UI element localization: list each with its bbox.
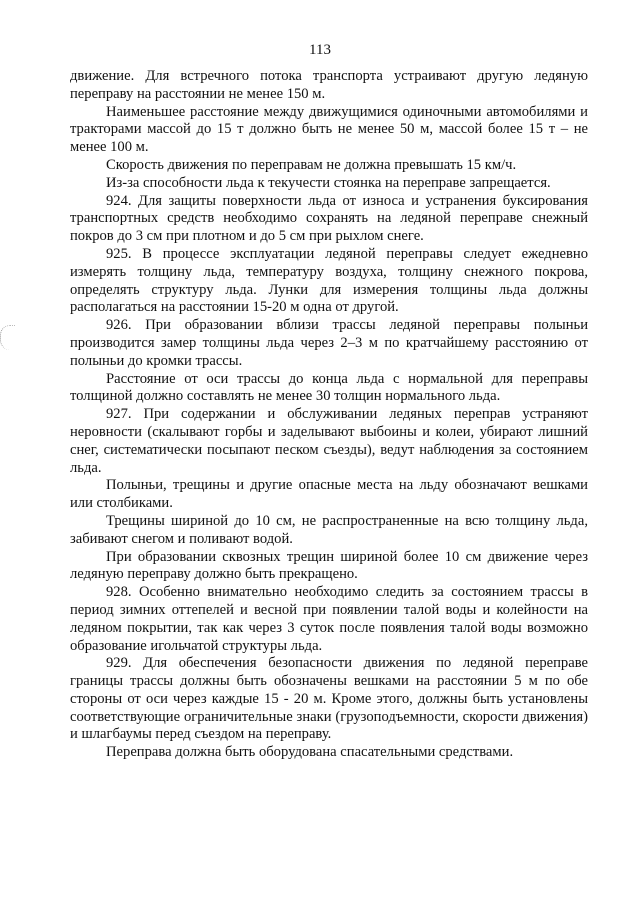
paragraph: 926. При образовании вблизи трассы ледяной переправы полыньи производится замер толщины льда через 2–3 м по кратчайшему расстоянию от полыньи до кромки трассы.	[70, 317, 588, 369]
paragraph: Наименьшее расстояние между движущимися одиночными автомобилями и тракторами массой до 15 т должно быть не менее 50 м, массой более 15 т – не менее 100 м.	[70, 103, 588, 156]
paragraph: 929. Для обеспечения безопасности движения по ледяной переправе границы трассы должны быть обозначены вешками на расстоянии 5 м по обе стороны от оси через каждые 15 - 20 м. Кроме этого, должны быть установлены соответствующие ограничительные знаки (грузоподъемности, скорости движения) и шлагбаумы перед съездом на переправу.	[70, 655, 588, 743]
paragraph: Трещины шириной до 10 см, не распространенные на всю толщину льда, забивают снегом и поливают водой.	[70, 512, 588, 547]
paragraph: Из-за способности льда к текучести стоянка на переправе запрещается.	[106, 174, 551, 191]
paragraph: Полыньи, трещины и другие опасные места на льду обозначают вешками или столбиками.	[70, 477, 588, 512]
scan-mark	[0, 325, 15, 350]
document-body	[70, 68, 588, 762]
paragraph: При образовании сквозных трещин шириной более 10 см движение через ледяную переправу должно быть прекращено.	[70, 548, 588, 583]
paragraph: 927. При содержании и обслуживании ледяных переправ устраняют неровности (скалывают горбы и заделывают выбоины и колеи, убирают лишний снег, систематически посыпают песком съезды), ведут наблюдения за состоянием льда.	[70, 406, 588, 476]
paragraph: Расстояние от оси трассы до конца льда с нормальной для переправы толщиной должно составлять не менее 30 толщин нормального льда.	[70, 370, 588, 405]
paragraph: 924. Для защиты поверхности льда от износа и устранения буксирования транспортных средств необходимо сохранять на ледяной переправе снежный покров до 3 см при плотном и до 5 см при рыхлом снеге.	[70, 192, 588, 245]
paragraph: 925. В процессе эксплуатации ледяной переправы следует ежедневно измерять толщину льда, температуру воздуха, толщину снежного покрова, определять структуру льда. Лунки для измерения толщины льда должны располагаться на расстоянии 15-20 м одна от другой.	[70, 245, 588, 316]
paragraph: Переправа должна быть оборудована спасательными средствами.	[106, 744, 514, 761]
paragraph: 928. Особенно внимательно необходимо следить за состоянием трассы в период зимних оттепелей и весной при появлении талой воды и колейности на ледяном покрытии, так как через 3 суток после появления талой воды возможно образование игольчатой структуры льда.	[70, 584, 588, 654]
paragraph: движение. Для встречного потока транспорта устраивают другую ледяную переправу на расстоянии не менее 150 м.	[70, 68, 588, 102]
paragraph: Скорость движения по переправам не должна превышать 15 км/ч.	[106, 156, 517, 173]
page-number: 113	[309, 42, 331, 58]
